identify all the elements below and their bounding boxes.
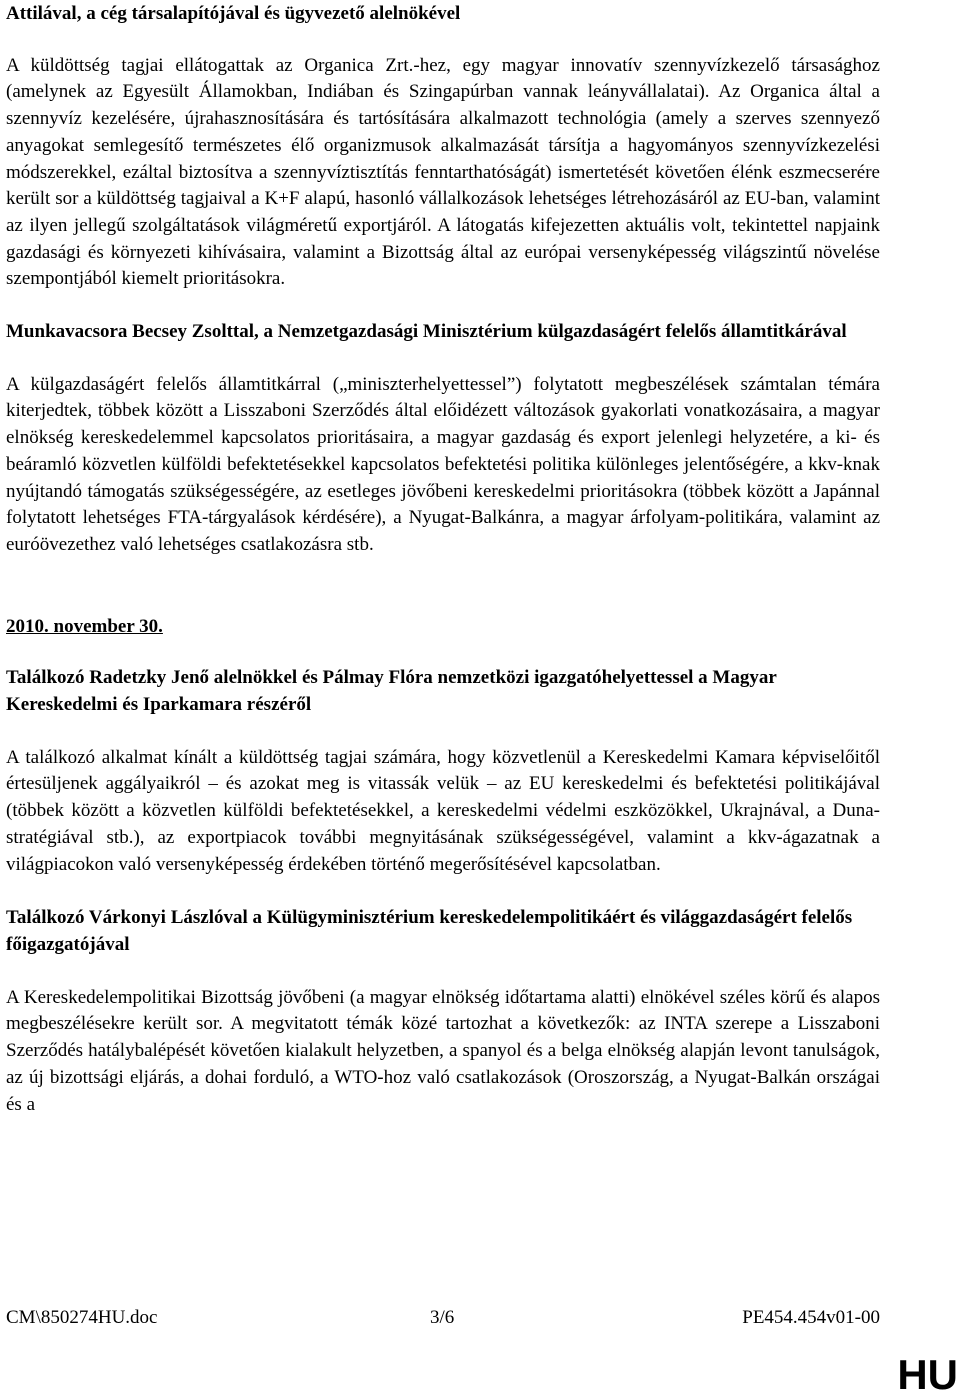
paragraph-varkonyi: A Kereskedelempolitikai Bizottság jövőbeni (a magyar elnökség időtartama alatti) elnökével széles körű és alapos megbeszélésekre került sor. A megvitatott témák közé tartozhat a következők: az INTA szerepe a Lisszaboni Szerződés hatálybalépését követően kialakult helyzetben, a spanyol és a belga elnökség alapján levont tanulságok, az új bizottsági eljárás, a dohai forduló, a WTO-hoz való csatlakozások (Oroszország, a Nyugat-Balkán országai és a — [6, 986, 880, 1115]
paragraph-becsey: A külgazdaságért felelős államtitkárral („miniszterhelyettessel”) folytatott megbeszélések számtalan témára kiterjedtek, többek között a Lisszaboni Szerződés által előidézett változások gyakorlati vonatkozásaira, a magyar elnökség kereskedelemmel kapcsolatos prioritásaira, a magyar gazdaság és export jelenlegi helyzetére, a ki- és beáramló közvetlen külföldi befektetésekkel kapcsolatos befektetési politika különleges jelentőségére, a kkv-knak nyújtandó támogatás szükségességére, az esetleges jövőbeni kereskedelmi prioritásokra (többek között a Japánnal folytatott lehetséges FTA-tárgyalások kérdésére), a Nyugat-Balkánra, a magyar árfolyam-politikára, valamint az euróövezethez való lehetséges csatlakozásra stb. — [6, 373, 880, 555]
footer-doc-ref: CM\850274HU.doc — [6, 1307, 158, 1328]
section-heading-organica: Attilával, a cég társalapítójával és ügyvezető alelnökével — [6, 3, 461, 24]
paragraph-organica: A küldöttség tagjai ellátogattak az Organica Zrt.-hez, egy magyar innovatív szennyvízkezelő társasághoz (amelynek az Egyesült Államokban, Indiában és Szingapúrban vannak leányvállalatai). Az Organica által a szennyvíz kezelésére, újrahasznosítására és tartósítására alkalmazott technológia (amely a szerves szennyező anyagokat semlegesítő természetes élő organizmusok alkalmazását társítja a hagyományos szennyvízkezelési módszerekkel, ezáltal biztosítva a szennyvíztisztítás fenntarthatóságát) ismertetését követően élénk eszmecserére került sor a küldöttség tagjaival a K+F alapú, hasonló vállalkozások lehetséges létrehozásáról az EU-ban, valamint az ilyen jellegű szolgáltatások világméretű exportjáról. A látogatás kifejezetten aktuális volt, tekintettel napjaink gazdasági és környezeti kihívásaira, valamint a Bizottság által az európai versenyképesség világszintű növelése szempontjából kiemelt prioritásokra. — [6, 54, 880, 290]
date-heading: 2010. november 30. — [6, 615, 163, 637]
footer-pe-ref: PE454.454v01-00 — [742, 1307, 880, 1328]
section-heading-varkonyi: Találkozó Várkonyi Lászlóval a Külügyminisztérium kereskedelempolitikáért és világgazdaságért felelős főigazgatójával — [6, 907, 853, 955]
section-heading-becsey: Munkavacsora Becsey Zsolttal, a Nemzetgazdasági Minisztérium külgazdaságért felelős államtitkárával — [6, 321, 847, 343]
footer-page-number: 3/6 — [430, 1307, 455, 1328]
document-page — [6, 0, 880, 1118]
section-heading-radetzky: Találkozó Radetzky Jenő alelnökkel és Pálmay Flóra nemzetközi igazgatóhelyettessel a Magyar Kereskedelmi és Iparkamara részéről — [6, 667, 777, 716]
paragraph-radetzky: A találkozó alkalmat kínált a küldöttség tagjai számára, hogy közvetlenül a Kereskedelmi Kamara képviselőitől értesüljenek aggályaikról – és azokat meg is vitassák velük – az EU kereskedelmi és befektetési politikájával (többek között a közvetlen külföldi befektetésekkel, a kereskedelmi védelmi eszközökkel, Ukrajnával, a Duna-stratégiával stb.), az exportpiacok további megnyitásának szükségességével, valamint a kkv-ágazatnak a világpiacokon való versenyképesség érdekében történő megerősítésével kapcsolatban. — [6, 746, 880, 875]
language-code: HU — [897, 1351, 958, 1398]
page-footer — [6, 1304, 880, 1332]
